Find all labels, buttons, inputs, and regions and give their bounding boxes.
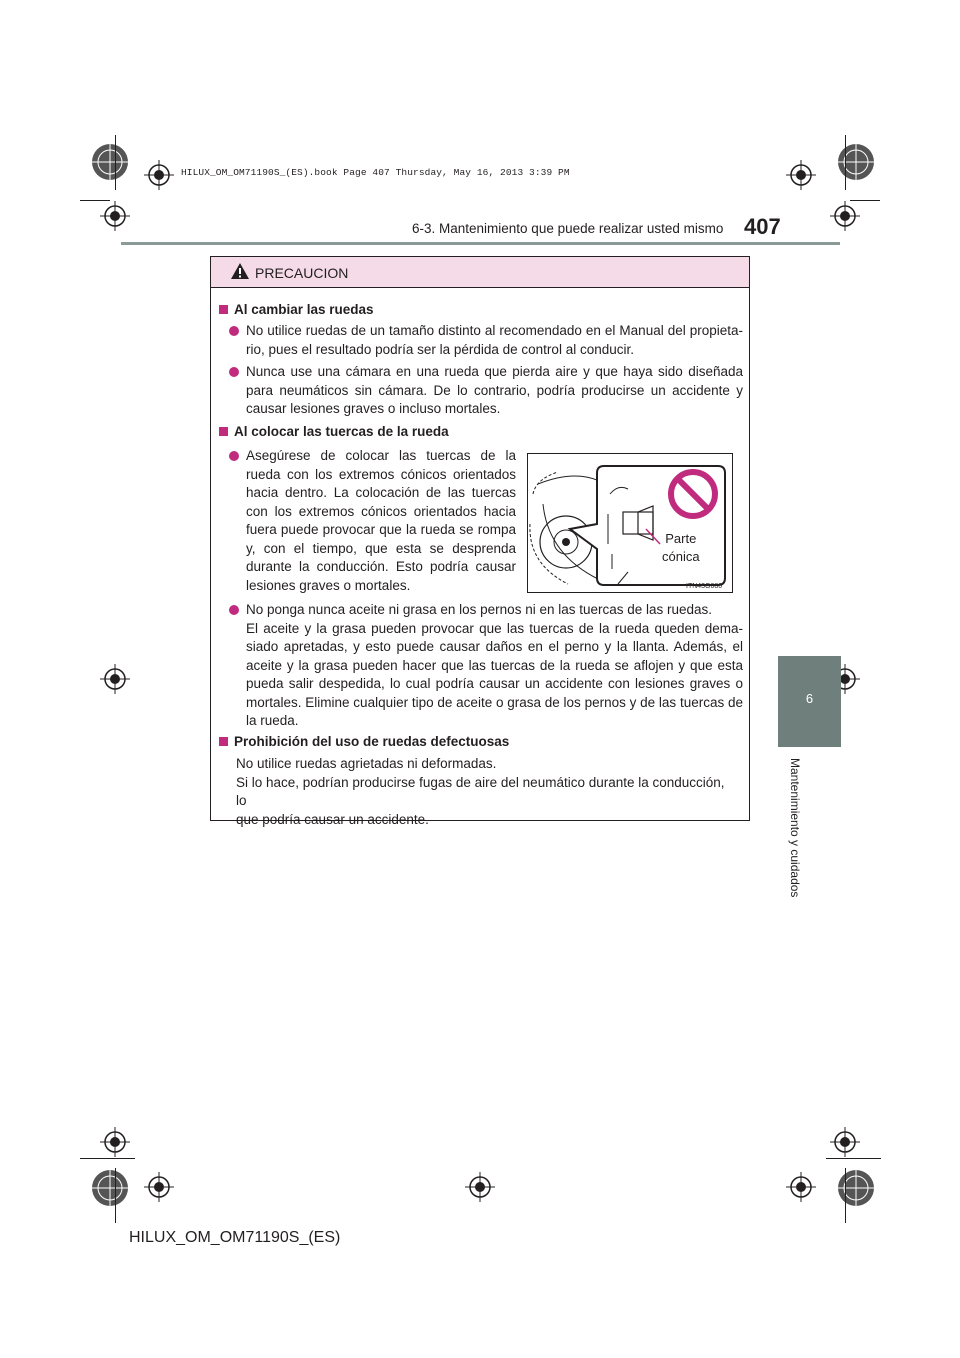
text-line: rueda con los extremos cónicos orientados <box>246 466 516 482</box>
figure-code: ITN43G080 <box>686 583 723 590</box>
bullet-dot-icon <box>229 367 239 377</box>
text-line: lesiones graves o mortales. <box>246 577 411 593</box>
book-stamp: HILUX_OM_OM71190S_(ES).book Page 407 Thursday, May 16, 2013 3:39 PM <box>181 167 570 178</box>
crosshair-mark <box>786 1172 816 1202</box>
registration-mark-top-right <box>836 142 876 182</box>
crosshair-mark <box>465 1172 495 1202</box>
text-line: durante la conducción. Esto podría causar <box>246 559 516 574</box>
label-line: cónica <box>662 549 700 564</box>
list-item <box>229 363 743 419</box>
text-line: Asegúrese de colocar las tuercas de la <box>246 448 516 463</box>
crop-line <box>845 1168 846 1223</box>
crop-line <box>845 135 846 190</box>
text-line: No utilice ruedas de un tamaño distinto al recomendado en el Manual del propieta- <box>246 323 743 338</box>
text-line: No utilice ruedas agrietadas ni deformadas. <box>236 756 497 771</box>
text-line: siado apretadas, y esto puede causar daños en el perno y la llanta. Además, el <box>246 639 743 654</box>
text-line: con los extremos cónicos orientados hacia <box>246 503 516 519</box>
crop-line <box>80 1158 135 1159</box>
crop-line <box>115 135 116 190</box>
crop-line <box>115 1168 116 1223</box>
text-line: Nunca use una cámara en una rueda que pierda aire y que haya sido diseñada <box>246 364 743 379</box>
chapter-number: 6 <box>805 691 814 706</box>
wheel-nut-figure <box>527 453 733 593</box>
crop-line <box>850 200 880 201</box>
text-line: fuera puede provocar que la rueda se rompa <box>246 522 516 537</box>
crosshair-mark <box>830 201 860 231</box>
section-title: 6-3. Mantenimiento que puede realizar usted mismo <box>412 221 724 236</box>
crosshair-mark <box>144 160 174 190</box>
section-heading <box>219 734 509 749</box>
text-line: rio, pues el resultado podría ser la pérdida de control al conducir. <box>246 341 634 357</box>
text-line: mortales. Elimine cualquier tipo de aceite o grasa de los pernos y de las tuercas de <box>246 694 743 710</box>
crosshair-mark <box>100 201 130 231</box>
crosshair-mark <box>100 664 130 694</box>
crosshair-mark <box>830 1127 860 1157</box>
text-line: que podría causar un accidente. <box>236 811 429 827</box>
page-number: 407 <box>744 214 781 239</box>
list-item <box>229 447 519 597</box>
text-line: la rueda. <box>246 713 299 728</box>
chapter-title-vertical <box>752 758 838 908</box>
bullet-square-icon <box>219 427 228 436</box>
crosshair-mark <box>144 1172 174 1202</box>
caution-box <box>210 256 750 827</box>
section-heading <box>219 424 449 439</box>
text-line: pueda salir despedida, lo cual podría causar un accidente con lesiones graves o <box>246 676 743 691</box>
registration-mark-bottom-right <box>836 1168 876 1208</box>
text-line: y, con el tiempo, que esta se desprenda <box>246 540 516 556</box>
crop-line <box>826 1158 881 1159</box>
caution-heading: PRECAUCION <box>255 265 349 281</box>
chapter-title: Mantenimiento y cuidados <box>788 758 802 898</box>
text-line: hacia dentro. La colocación de las tuercas <box>246 485 516 500</box>
text-line: Si lo hace, podrían producirse fugas de aire del neumático durante la conducción, lo <box>236 774 725 808</box>
bullet-dot-icon <box>229 605 239 615</box>
registration-mark-top-left <box>90 142 130 182</box>
crosshair-mark <box>786 160 816 190</box>
caution-header <box>211 257 749 288</box>
paragraph <box>236 755 736 829</box>
bullet-dot-icon <box>229 451 239 461</box>
text-line: No ponga nunca aceite ni grasa en los pernos ni en las tuercas de las ruedas. <box>246 602 713 617</box>
text-line: El aceite y la grasa pueden provocar que las tuercas de la rueda queden dema- <box>246 620 743 636</box>
crosshair-mark <box>100 1127 130 1157</box>
list-item <box>229 322 743 360</box>
wheel-nut-illustration <box>528 454 732 592</box>
list-item <box>229 601 743 731</box>
chapter-tab <box>778 656 841 747</box>
section-title-text: Al cambiar las ruedas <box>234 302 374 317</box>
section-title-text: Prohibición del uso de ruedas defectuosas <box>234 734 510 749</box>
bullet-square-icon <box>219 737 228 746</box>
text-line: para neumáticos sin cámara. De lo contrario, podría producirse un accidente y <box>246 382 743 398</box>
warning-icon <box>231 263 249 284</box>
bullet-square-icon <box>219 305 228 314</box>
section-heading <box>219 302 374 317</box>
conical-part-label <box>662 530 700 566</box>
section-title-text: Al colocar las tuercas de la rueda <box>234 424 449 439</box>
label-line: Parte <box>665 531 697 546</box>
header-rule <box>121 242 840 245</box>
text-line: causar lesiones graves o incluso mortales. <box>246 401 501 416</box>
text-line: aceite y la grasa pueden hacer que las tuercas de la rueda se aflojen y que esta <box>246 657 743 673</box>
crop-line <box>80 200 110 201</box>
registration-mark-bottom-left <box>90 1168 130 1208</box>
bullet-dot-icon <box>229 326 239 336</box>
footer-code: HILUX_OM_OM71190S_(ES) <box>129 1229 341 1246</box>
